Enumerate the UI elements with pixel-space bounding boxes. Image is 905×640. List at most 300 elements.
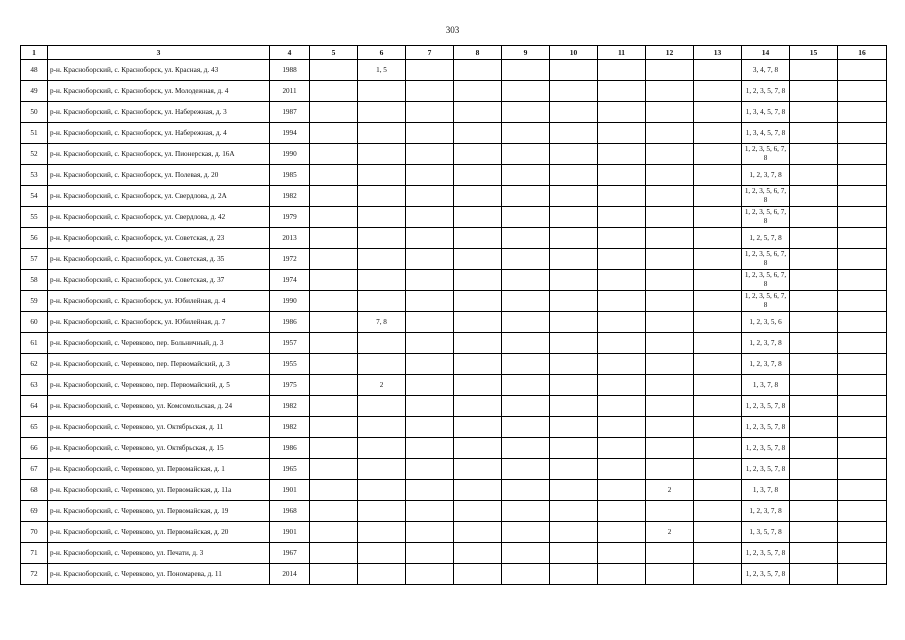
col9-cell xyxy=(502,459,550,480)
col16-cell xyxy=(838,564,887,585)
col14-cell: 1, 2, 3, 5, 7, 8 xyxy=(742,543,790,564)
col5-cell xyxy=(310,522,358,543)
col5-cell xyxy=(310,291,358,312)
col12-cell xyxy=(646,375,694,396)
col8-cell xyxy=(454,480,502,501)
row-number: 62 xyxy=(21,354,48,375)
col16-cell xyxy=(838,333,887,354)
col5-cell xyxy=(310,543,358,564)
table-row xyxy=(21,312,887,333)
col16-cell xyxy=(838,165,887,186)
col13-cell xyxy=(694,312,742,333)
col10-cell xyxy=(550,543,598,564)
col15-cell xyxy=(790,396,838,417)
col7-cell xyxy=(406,186,454,207)
col11-cell xyxy=(598,123,646,144)
col6-cell xyxy=(358,333,406,354)
col11-cell xyxy=(598,102,646,123)
col14-cell: 1, 2, 3, 5, 6, 7, 8 xyxy=(742,291,790,312)
table-row xyxy=(21,417,887,438)
col14-cell: 1, 2, 3, 7, 8 xyxy=(742,333,790,354)
col12-cell xyxy=(646,207,694,228)
col8-cell xyxy=(454,543,502,564)
col5-cell xyxy=(310,270,358,291)
col5-cell xyxy=(310,165,358,186)
col6-cell xyxy=(358,144,406,165)
col16-cell xyxy=(838,375,887,396)
col12-cell xyxy=(646,102,694,123)
column-header: 7 xyxy=(406,46,454,60)
col13-cell xyxy=(694,543,742,564)
col10-cell xyxy=(550,480,598,501)
year-cell: 1990 xyxy=(270,291,310,312)
col6-cell xyxy=(358,102,406,123)
year-cell: 1994 xyxy=(270,123,310,144)
address-cell: р-н. Красноборский, с. Красноборск, ул. Набережная, д. 4 xyxy=(48,123,270,144)
col12-cell xyxy=(646,60,694,81)
col15-cell xyxy=(790,165,838,186)
col13-cell xyxy=(694,564,742,585)
col11-cell xyxy=(598,228,646,249)
col13-cell xyxy=(694,60,742,81)
year-cell: 1975 xyxy=(270,375,310,396)
col16-cell xyxy=(838,354,887,375)
col14-cell: 1, 3, 7, 8 xyxy=(742,480,790,501)
address-cell: р-н. Красноборский, с. Черевково, ул. Комсомольская, д. 24 xyxy=(48,396,270,417)
col9-cell xyxy=(502,333,550,354)
col5-cell xyxy=(310,396,358,417)
col11-cell xyxy=(598,144,646,165)
col9-cell xyxy=(502,144,550,165)
table-row xyxy=(21,249,887,270)
col6-cell xyxy=(358,291,406,312)
col12-cell xyxy=(646,165,694,186)
col9-cell xyxy=(502,354,550,375)
col15-cell xyxy=(790,186,838,207)
column-header: 8 xyxy=(454,46,502,60)
col14-cell: 1, 2, 3, 5, 6, 7, 8 xyxy=(742,207,790,228)
year-cell: 1987 xyxy=(270,102,310,123)
col8-cell xyxy=(454,396,502,417)
col14-cell: 1, 3, 4, 5, 7, 8 xyxy=(742,123,790,144)
col7-cell xyxy=(406,522,454,543)
row-number: 55 xyxy=(21,207,48,228)
address-cell: р-н. Красноборский, с. Черевково, ул. Печати, д. 3 xyxy=(48,543,270,564)
col5-cell xyxy=(310,459,358,480)
col13-cell xyxy=(694,81,742,102)
col5-cell xyxy=(310,480,358,501)
year-cell: 1972 xyxy=(270,249,310,270)
col13-cell xyxy=(694,354,742,375)
year-cell: 1990 xyxy=(270,144,310,165)
col6-cell xyxy=(358,186,406,207)
address-cell: р-н. Красноборский, с. Красноборск, ул. Молодежная, д. 4 xyxy=(48,81,270,102)
col14-cell: 1, 2, 5, 7, 8 xyxy=(742,228,790,249)
table-row xyxy=(21,270,887,291)
col13-cell xyxy=(694,123,742,144)
col15-cell xyxy=(790,60,838,81)
col9-cell xyxy=(502,501,550,522)
year-cell: 2013 xyxy=(270,228,310,249)
col8-cell xyxy=(454,417,502,438)
col8-cell xyxy=(454,522,502,543)
col5-cell xyxy=(310,333,358,354)
col6-cell: 7, 8 xyxy=(358,312,406,333)
year-cell: 1955 xyxy=(270,354,310,375)
col6-cell: 1, 5 xyxy=(358,60,406,81)
col10-cell xyxy=(550,228,598,249)
table-row xyxy=(21,60,887,81)
column-header: 15 xyxy=(790,46,838,60)
col15-cell xyxy=(790,375,838,396)
col16-cell xyxy=(838,417,887,438)
table-row xyxy=(21,291,887,312)
col11-cell xyxy=(598,438,646,459)
col15-cell xyxy=(790,333,838,354)
year-cell: 1985 xyxy=(270,165,310,186)
address-cell: р-н. Красноборский, с. Красноборск, ул. Советская, д. 37 xyxy=(48,270,270,291)
col11-cell xyxy=(598,312,646,333)
col10-cell xyxy=(550,375,598,396)
col10-cell xyxy=(550,459,598,480)
col8-cell xyxy=(454,459,502,480)
col8-cell xyxy=(454,60,502,81)
col15-cell xyxy=(790,144,838,165)
page-number: 303 xyxy=(445,25,460,35)
col9-cell xyxy=(502,81,550,102)
col16-cell xyxy=(838,228,887,249)
table-row xyxy=(21,102,887,123)
year-cell: 1901 xyxy=(270,480,310,501)
col16-cell xyxy=(838,207,887,228)
address-cell: р-н. Красноборский, с. Черевково, ул. Первомайская, д. 20 xyxy=(48,522,270,543)
col12-cell xyxy=(646,291,694,312)
col5-cell xyxy=(310,228,358,249)
col15-cell xyxy=(790,228,838,249)
col13-cell xyxy=(694,375,742,396)
col7-cell xyxy=(406,144,454,165)
col7-cell xyxy=(406,354,454,375)
col9-cell xyxy=(502,564,550,585)
col14-cell: 1, 3, 5, 7, 8 xyxy=(742,522,790,543)
col7-cell xyxy=(406,312,454,333)
row-number: 64 xyxy=(21,396,48,417)
col7-cell xyxy=(406,564,454,585)
year-cell: 1968 xyxy=(270,501,310,522)
col16-cell xyxy=(838,438,887,459)
col9-cell xyxy=(502,186,550,207)
col13-cell xyxy=(694,396,742,417)
table-row xyxy=(21,564,887,585)
address-cell: р-н. Красноборский, с. Красноборск, ул. Советская, д. 35 xyxy=(48,249,270,270)
col10-cell xyxy=(550,123,598,144)
col7-cell xyxy=(406,375,454,396)
col11-cell xyxy=(598,270,646,291)
address-cell: р-н. Красноборский, с. Черевково, ул. Октябрьская, д. 15 xyxy=(48,438,270,459)
col7-cell xyxy=(406,417,454,438)
address-cell: р-н. Красноборский, с. Красноборск, ул. Набережная, д. 3 xyxy=(48,102,270,123)
col12-cell xyxy=(646,123,694,144)
column-header: 13 xyxy=(694,46,742,60)
col14-cell: 1, 3, 7, 8 xyxy=(742,375,790,396)
row-number: 61 xyxy=(21,333,48,354)
column-header: 16 xyxy=(838,46,887,60)
col16-cell xyxy=(838,291,887,312)
col15-cell xyxy=(790,564,838,585)
address-cell: р-н. Красноборский, с. Красноборск, ул. Юбилейная, д. 4 xyxy=(48,291,270,312)
col12-cell: 2 xyxy=(646,522,694,543)
col5-cell xyxy=(310,375,358,396)
table-row xyxy=(21,396,887,417)
col13-cell xyxy=(694,480,742,501)
col14-cell: 1, 2, 3, 5, 6, 7, 8 xyxy=(742,144,790,165)
col16-cell xyxy=(838,543,887,564)
col9-cell xyxy=(502,102,550,123)
col11-cell xyxy=(598,564,646,585)
col16-cell xyxy=(838,459,887,480)
table-row xyxy=(21,501,887,522)
col15-cell xyxy=(790,354,838,375)
col16-cell xyxy=(838,312,887,333)
col15-cell xyxy=(790,480,838,501)
col8-cell xyxy=(454,123,502,144)
col7-cell xyxy=(406,165,454,186)
registry-body xyxy=(21,60,887,585)
year-cell: 1901 xyxy=(270,522,310,543)
col15-cell xyxy=(790,102,838,123)
col9-cell xyxy=(502,207,550,228)
col12-cell xyxy=(646,249,694,270)
table-row xyxy=(21,354,887,375)
col8-cell xyxy=(454,165,502,186)
col7-cell xyxy=(406,501,454,522)
col7-cell xyxy=(406,438,454,459)
year-cell: 1979 xyxy=(270,207,310,228)
col5-cell xyxy=(310,312,358,333)
col11-cell xyxy=(598,480,646,501)
table-row xyxy=(21,186,887,207)
address-cell: р-н. Красноборский, с. Черевково, ул. Октябрьская, д. 11 xyxy=(48,417,270,438)
year-cell: 1982 xyxy=(270,186,310,207)
col8-cell xyxy=(454,207,502,228)
col7-cell xyxy=(406,396,454,417)
col12-cell xyxy=(646,543,694,564)
col13-cell xyxy=(694,438,742,459)
col6-cell xyxy=(358,207,406,228)
col15-cell xyxy=(790,438,838,459)
col9-cell xyxy=(502,396,550,417)
row-number: 71 xyxy=(21,543,48,564)
col15-cell xyxy=(790,207,838,228)
table-row xyxy=(21,459,887,480)
col9-cell xyxy=(502,438,550,459)
col12-cell xyxy=(646,81,694,102)
row-number: 63 xyxy=(21,375,48,396)
year-cell: 1957 xyxy=(270,333,310,354)
table-row xyxy=(21,438,887,459)
row-number: 48 xyxy=(21,60,48,81)
col13-cell xyxy=(694,165,742,186)
col7-cell xyxy=(406,249,454,270)
table-row xyxy=(21,522,887,543)
col6-cell xyxy=(358,501,406,522)
row-number: 67 xyxy=(21,459,48,480)
col10-cell xyxy=(550,291,598,312)
col8-cell xyxy=(454,81,502,102)
col13-cell xyxy=(694,291,742,312)
table-row xyxy=(21,144,887,165)
year-cell: 1965 xyxy=(270,459,310,480)
address-cell: р-н. Красноборский, с. Красноборск, ул. Юбилейная, д. 7 xyxy=(48,312,270,333)
col15-cell xyxy=(790,543,838,564)
col15-cell xyxy=(790,312,838,333)
col12-cell xyxy=(646,354,694,375)
col11-cell xyxy=(598,291,646,312)
col13-cell xyxy=(694,417,742,438)
col11-cell xyxy=(598,333,646,354)
col9-cell xyxy=(502,480,550,501)
col7-cell xyxy=(406,333,454,354)
col5-cell xyxy=(310,354,358,375)
row-number: 70 xyxy=(21,522,48,543)
row-number: 50 xyxy=(21,102,48,123)
col14-cell: 1, 2, 3, 5, 7, 8 xyxy=(742,81,790,102)
col10-cell xyxy=(550,207,598,228)
row-number: 69 xyxy=(21,501,48,522)
col16-cell xyxy=(838,522,887,543)
address-cell: р-н. Красноборский, с. Красноборск, ул. Советская, д. 23 xyxy=(48,228,270,249)
column-header: 14 xyxy=(742,46,790,60)
col6-cell: 2 xyxy=(358,375,406,396)
col14-cell: 1, 3, 4, 5, 7, 8 xyxy=(742,102,790,123)
col8-cell xyxy=(454,291,502,312)
col6-cell xyxy=(358,438,406,459)
col7-cell xyxy=(406,480,454,501)
col7-cell xyxy=(406,60,454,81)
col16-cell xyxy=(838,102,887,123)
col13-cell xyxy=(694,102,742,123)
col11-cell xyxy=(598,207,646,228)
column-header: 10 xyxy=(550,46,598,60)
col13-cell xyxy=(694,228,742,249)
col8-cell xyxy=(454,438,502,459)
row-number: 66 xyxy=(21,438,48,459)
col12-cell xyxy=(646,396,694,417)
year-cell: 1974 xyxy=(270,270,310,291)
address-cell: р-н. Красноборский, с. Черевково, ул. Пономарева, д. 11 xyxy=(48,564,270,585)
col16-cell xyxy=(838,501,887,522)
col12-cell: 2 xyxy=(646,480,694,501)
col9-cell xyxy=(502,312,550,333)
row-number: 56 xyxy=(21,228,48,249)
col6-cell xyxy=(358,417,406,438)
col10-cell xyxy=(550,396,598,417)
col9-cell xyxy=(502,228,550,249)
col10-cell xyxy=(550,438,598,459)
col10-cell xyxy=(550,417,598,438)
address-cell: р-н. Красноборский, с. Красноборск, ул. Красная, д. 43 xyxy=(48,60,270,81)
col7-cell xyxy=(406,81,454,102)
year-cell: 1986 xyxy=(270,438,310,459)
col16-cell xyxy=(838,249,887,270)
address-cell: р-н. Красноборский, с. Красноборск, ул. Пионерская, д. 16А xyxy=(48,144,270,165)
col12-cell xyxy=(646,417,694,438)
col9-cell xyxy=(502,60,550,81)
col8-cell xyxy=(454,375,502,396)
col11-cell xyxy=(598,522,646,543)
col6-cell xyxy=(358,228,406,249)
col7-cell xyxy=(406,291,454,312)
col11-cell xyxy=(598,543,646,564)
col14-cell: 1, 2, 3, 5, 7, 8 xyxy=(742,396,790,417)
col12-cell xyxy=(646,333,694,354)
col7-cell xyxy=(406,543,454,564)
col13-cell xyxy=(694,144,742,165)
table-row xyxy=(21,480,887,501)
col6-cell xyxy=(358,123,406,144)
col13-cell xyxy=(694,249,742,270)
col12-cell xyxy=(646,144,694,165)
col6-cell xyxy=(358,522,406,543)
table-row xyxy=(21,333,887,354)
col6-cell xyxy=(358,165,406,186)
col10-cell xyxy=(550,501,598,522)
col14-cell: 1, 2, 3, 5, 7, 8 xyxy=(742,417,790,438)
address-cell: р-н. Красноборский, с. Красноборск, ул. Свердлова, д. 2А xyxy=(48,186,270,207)
address-cell: р-н. Красноборский, с. Красноборск, ул. Полевая, д. 20 xyxy=(48,165,270,186)
col10-cell xyxy=(550,333,598,354)
col5-cell xyxy=(310,81,358,102)
col13-cell xyxy=(694,207,742,228)
col12-cell xyxy=(646,270,694,291)
col14-cell: 1, 2, 3, 5, 7, 8 xyxy=(742,564,790,585)
col10-cell xyxy=(550,522,598,543)
table-row xyxy=(21,123,887,144)
col8-cell xyxy=(454,270,502,291)
table-row xyxy=(21,543,887,564)
col11-cell xyxy=(598,417,646,438)
col7-cell xyxy=(406,207,454,228)
col16-cell xyxy=(838,144,887,165)
col7-cell xyxy=(406,459,454,480)
col14-cell: 1, 2, 3, 5, 6, 7, 8 xyxy=(742,186,790,207)
col15-cell xyxy=(790,291,838,312)
col8-cell xyxy=(454,144,502,165)
col8-cell xyxy=(454,354,502,375)
col6-cell xyxy=(358,480,406,501)
col9-cell xyxy=(502,165,550,186)
year-cell: 2014 xyxy=(270,564,310,585)
col12-cell xyxy=(646,564,694,585)
col8-cell xyxy=(454,249,502,270)
row-number: 49 xyxy=(21,81,48,102)
col15-cell xyxy=(790,270,838,291)
col11-cell xyxy=(598,249,646,270)
year-cell: 1967 xyxy=(270,543,310,564)
col5-cell xyxy=(310,207,358,228)
address-cell: р-н. Красноборский, с. Красноборск, ул. Свердлова, д. 42 xyxy=(48,207,270,228)
table-row xyxy=(21,81,887,102)
col9-cell xyxy=(502,417,550,438)
col11-cell xyxy=(598,186,646,207)
col11-cell xyxy=(598,60,646,81)
column-header: 12 xyxy=(646,46,694,60)
row-number: 60 xyxy=(21,312,48,333)
row-number: 57 xyxy=(21,249,48,270)
col16-cell xyxy=(838,123,887,144)
table-row xyxy=(21,207,887,228)
col6-cell xyxy=(358,543,406,564)
